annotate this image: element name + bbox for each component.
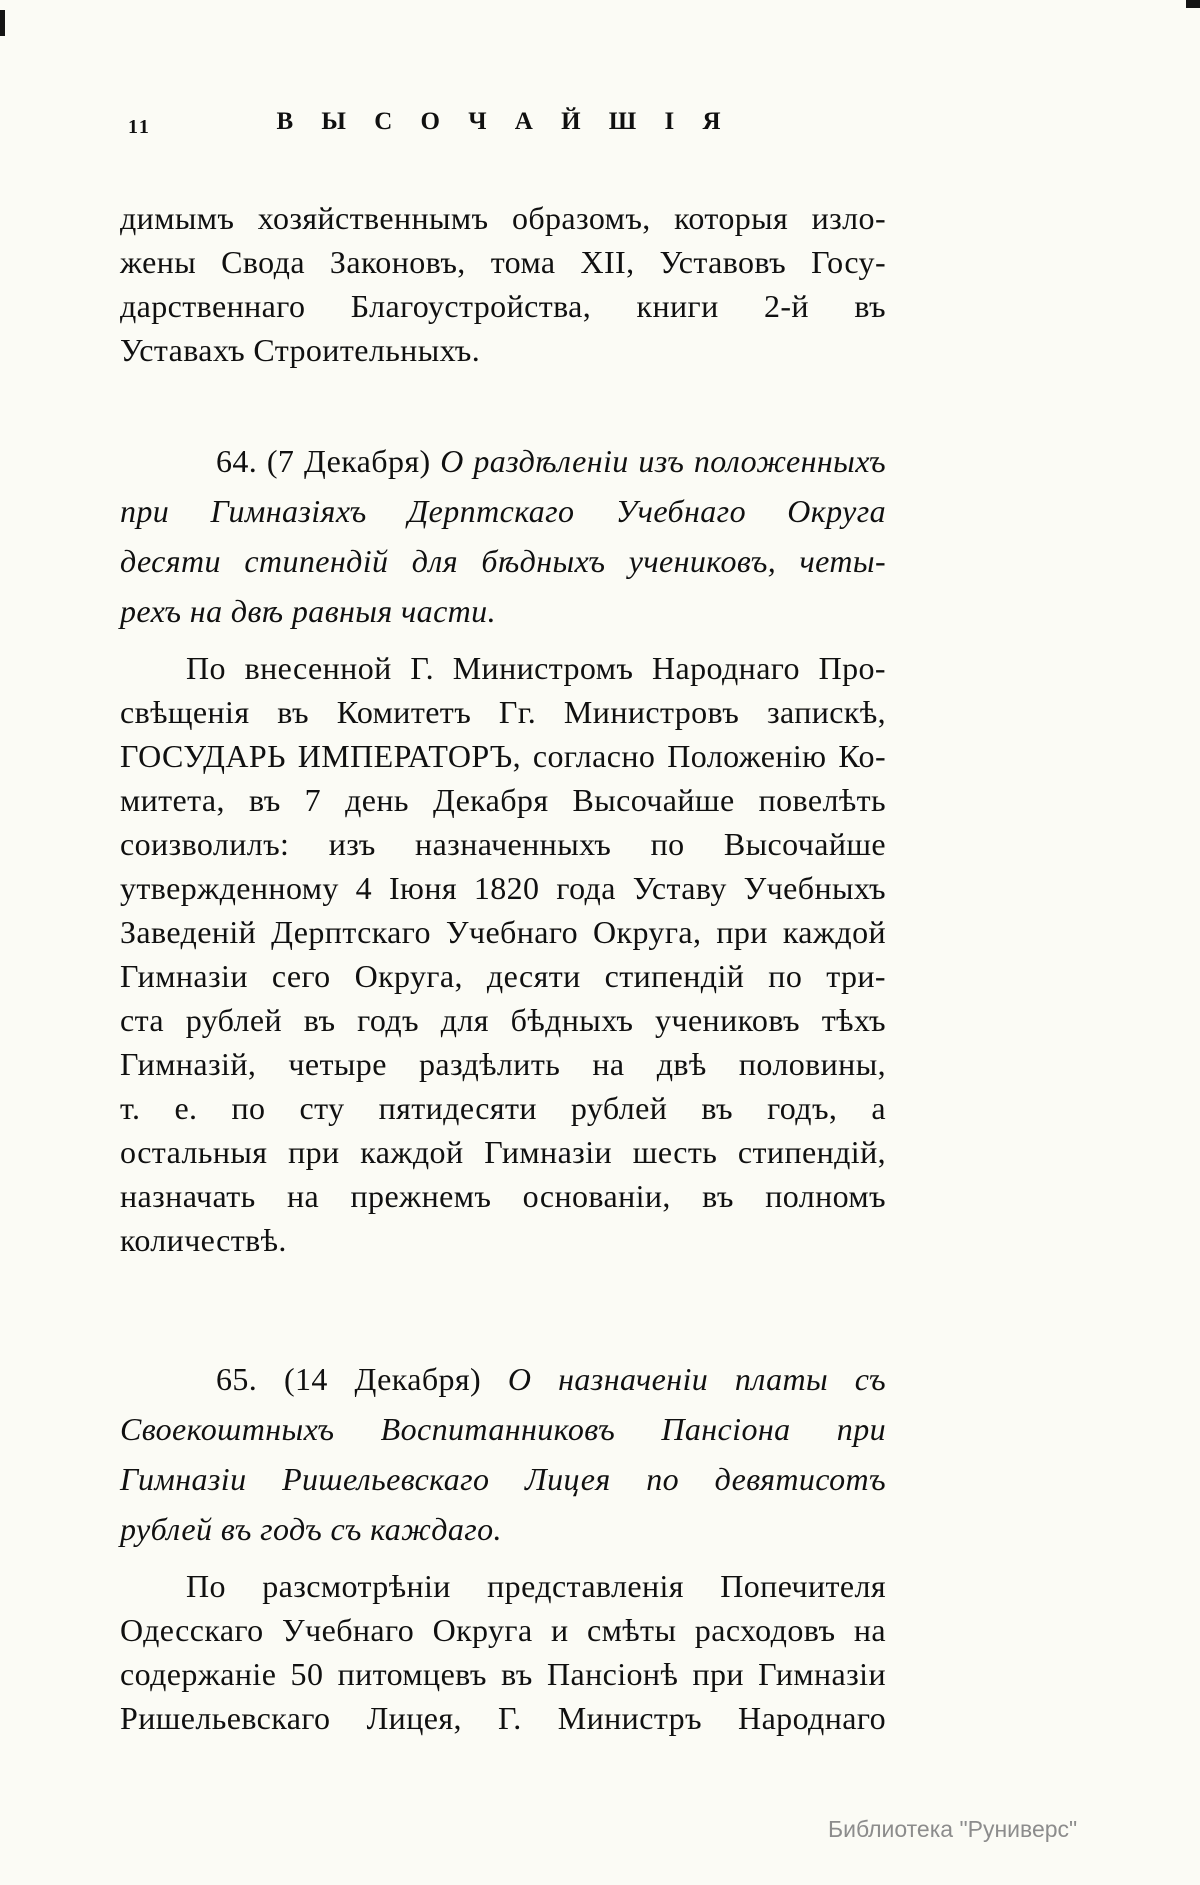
scan-blemish <box>0 10 5 36</box>
text-line: т. е. по сту пятидесяти рублей въ годъ, а <box>120 1090 886 1126</box>
entry-65-heading <box>120 1354 886 1554</box>
scan-blemish <box>1186 0 1200 8</box>
entry-65-paragraph <box>120 1564 886 1740</box>
text-line: По внесенной Г. Министромъ Народнаго Про- <box>186 650 886 686</box>
entry-number-date: 64. (7 Декабря) <box>216 443 431 479</box>
text-line: Одесскаго Учебнаго Округа и смѣты расходовъ на <box>120 1612 886 1648</box>
entry-number-date: 65. (14 Декабря) <box>216 1361 482 1397</box>
text-column <box>120 196 886 1740</box>
running-title: В Ы С О Ч А Й Ш І Я <box>276 108 732 135</box>
text-line <box>120 436 886 486</box>
page-header <box>120 108 888 142</box>
text-line: десяти стипендій для бѣдныхъ учениковъ, четы- <box>120 543 886 579</box>
text-line: димымъ хозяйственнымъ образомъ, которыя изло- <box>120 200 886 236</box>
text-line: Гимназій, четыре раздѣлить на двѣ половины, <box>120 1046 886 1082</box>
library-watermark: Библиотека "Руниверс" <box>828 1816 1078 1842</box>
text-line: ста рублей въ годъ для бѣдныхъ учениковъ тѣхъ <box>120 1002 886 1038</box>
text-line: содержаніе 50 питомцевъ въ Пансіонѣ при Гимназіи <box>120 1656 886 1692</box>
text-line: при Гимназіяхъ Дерптскаго Учебнаго Округа <box>120 493 886 529</box>
page-number: 11 <box>128 116 151 138</box>
text-line: количествѣ. <box>120 1222 287 1258</box>
text-line: Гимназіи Ришельевскаго Лицея по девятисотъ <box>120 1461 886 1497</box>
text-line: утвержденному 4 Іюня 1820 года Уставу Учебныхъ <box>120 870 886 906</box>
text-line: Своекоштныхъ Воспитанниковъ Пансіона при <box>120 1411 886 1447</box>
text-line: свѣщенія въ Комитетъ Гг. Министровъ запискѣ, <box>120 694 886 730</box>
text-line: Заведеній Дерптскаго Учебнаго Округа, при каждой <box>120 914 886 950</box>
text-line: Ришельевскаго Лицея, Г. Министръ Народнаго <box>120 1700 886 1736</box>
text-line: назначать на прежнемъ основаніи, въ полномъ <box>120 1178 886 1214</box>
text-line: рублей въ годъ съ каждаго. <box>120 1511 502 1547</box>
entry-title: О раздѣленіи изъ положенныхъ <box>440 443 887 479</box>
entry-title: О назначеніи платы съ <box>507 1361 887 1397</box>
text-line: остальныя при каждой Гимназіи шесть стипендій, <box>120 1134 886 1170</box>
text-line: жены Свода Законовъ, тома XII, Уставовъ Госу- <box>120 244 886 280</box>
text-line <box>120 1354 886 1404</box>
text-line: По разсмотрѣніи представленія Попечителя <box>186 1568 886 1604</box>
entry-64-paragraph <box>120 646 886 1262</box>
text-line: Уставахъ Строительныхъ. <box>120 332 481 368</box>
text-line: митета, въ 7 день Декабря Высочайше повелѣть <box>120 782 886 818</box>
text-line: дарственнаго Благоустройства, книги 2-й въ <box>120 288 886 324</box>
text-line: соизволилъ: изъ назначенныхъ по Высочайше <box>120 826 886 862</box>
entry-64-heading <box>120 436 886 636</box>
text-line: ГОСУДАРЬ ИМПЕРАТОРЪ, согласно Положенію Ко- <box>120 738 886 774</box>
text-line: рехъ на двѣ равныя части. <box>120 593 496 629</box>
paragraph-continuation <box>120 196 886 372</box>
text-line: Гимназіи сего Округа, десяти стипендій по три- <box>120 958 886 994</box>
